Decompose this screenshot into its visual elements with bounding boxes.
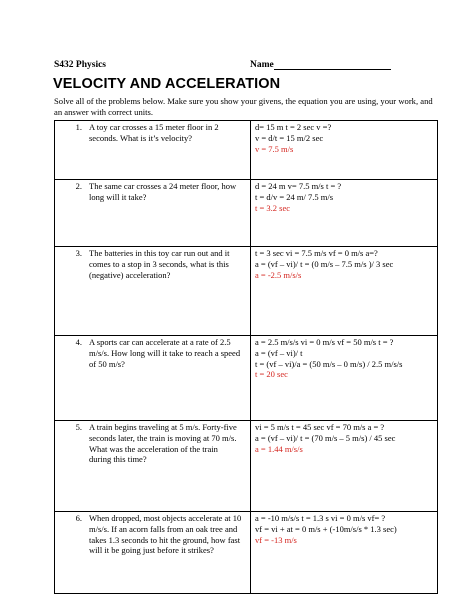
work-line: a = (vf – vi)/ t — [255, 347, 303, 358]
problem-number: 4. — [75, 337, 82, 347]
name-label: Name — [250, 60, 274, 70]
question-text: A toy car crosses a 15 meter floor in 2 seconds. What is it’s velocity? — [89, 122, 219, 143]
work-line: a = -10 m/s/s t = 1.3 s vi = 0 m/s vf= ? — [255, 513, 386, 523]
work-line: a = (vf – vi)/ t = (0 m/s – 7.5 m/s )/ 3 sec — [255, 258, 394, 269]
answer-text: v = 7.5 m/s — [255, 143, 294, 154]
question-cell — [55, 247, 251, 336]
answer-text: t = 3.2 sec — [255, 202, 291, 213]
question-cell — [55, 421, 251, 512]
work-line: v = d/t = 15 m/2 sec — [255, 132, 324, 143]
problem-row — [55, 121, 438, 180]
name-blank-line — [274, 69, 391, 70]
problem-row — [55, 512, 438, 594]
question-cell — [55, 121, 251, 180]
problem-row — [55, 247, 438, 336]
problems-table — [54, 120, 438, 594]
answer-text: a = -2.5 m/s/s — [255, 269, 302, 280]
question-text: The batteries in this toy car run out and it comes to a stop in 3 seconds, what is this (negative) acceleration? — [89, 248, 230, 280]
solution-cell — [251, 512, 438, 594]
work-line: t = 3 sec vi = 7.5 m/s vf = 0 m/s a=? — [255, 248, 378, 258]
question-text: A sports car can accelerate at a rate of 2.5 m/s/s. How long will it take to reach a speed of 50 m/s? — [89, 337, 241, 369]
answer-text: t = 20 sec — [255, 369, 288, 380]
work-line: a = 2.5 m/s/s vi = 0 m/s vf = 50 m/s t = ? — [255, 337, 394, 347]
question-text: When dropped, most objects accelerate at 10 m/s/s. If an acorn falls from an oak tree and takes 1.3 seconds to hit the ground, how fast will it be going just before it strikes? — [89, 513, 242, 556]
work-line: vi = 5 m/s t = 45 sec vf = 70 m/s a = ? — [255, 422, 385, 432]
work-line: d = 24 m v= 7.5 m/s t = ? — [255, 181, 342, 191]
work-line: d= 15 m t = 2 sec v =? — [255, 122, 332, 132]
work-line: vf = vi + at = 0 m/s + (-10m/s/s * 1.3 sec) — [255, 523, 397, 534]
work-line: a = (vf – vi)/ t = (70 m/s – 5 m/s) / 45 sec — [255, 432, 396, 443]
answer-text: vf = -13 m/s — [255, 534, 297, 545]
solution-cell — [251, 121, 438, 180]
problem-number: 6. — [75, 513, 82, 523]
work-line: t = d/v = 24 m/ 7.5 m/s — [255, 191, 334, 202]
worksheet-title: VELOCITY AND ACCELERATION — [53, 76, 281, 92]
question-cell — [55, 180, 251, 247]
problem-row — [55, 180, 438, 247]
solution-cell — [251, 180, 438, 247]
problem-number: 2. — [75, 181, 82, 191]
solution-cell — [251, 421, 438, 512]
problem-number: 3. — [75, 248, 82, 258]
question-cell — [55, 336, 251, 421]
question-text: A train begins traveling at 5 m/s. Forty-five seconds later, the train is moving at 70 m/s. What was the acceleration of the train during this time? — [89, 422, 237, 465]
question-text: The same car crosses a 24 meter floor, how long will it take? — [89, 181, 237, 202]
problem-number: 1. — [75, 122, 82, 132]
solution-cell — [251, 336, 438, 421]
answer-text: a = 1.44 m/s/s — [255, 443, 303, 454]
problem-row — [55, 336, 438, 421]
problem-row — [55, 421, 438, 512]
question-cell — [55, 512, 251, 594]
course-label: S432 Physics — [54, 60, 106, 70]
instructions: Solve all of the problems below. Make sure you show your givens, the equation you are using, your work, and an answer with correct units. — [54, 96, 433, 117]
work-line: t = (vf – vi)/a = (50 m/s – 0 m/s) / 2.5 m/s/s — [255, 358, 403, 369]
solution-cell — [251, 247, 438, 336]
problem-number: 5. — [75, 422, 82, 432]
